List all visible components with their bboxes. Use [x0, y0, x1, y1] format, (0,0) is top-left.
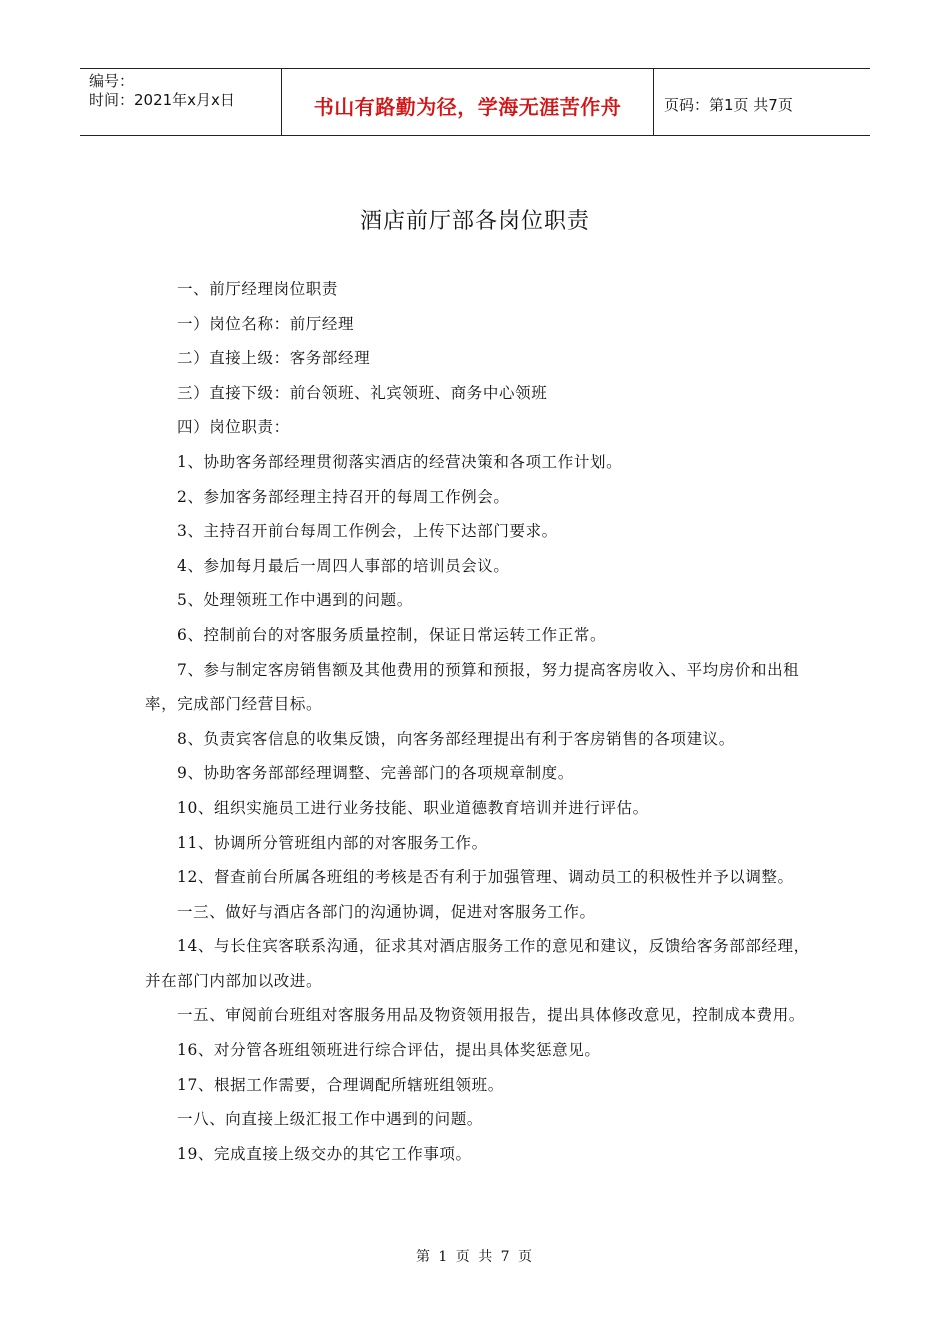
paragraph: 一、前厅经理岗位职责	[177, 280, 339, 298]
paragraph: 8、负责宾客信息的收集反馈，向客务部经理提出有利于客房销售的各项建议。	[177, 729, 735, 748]
paragraph: 3、主持召开前台每周工作例会，上传下达部门要求。	[177, 522, 558, 541]
paragraph: 6、控制前台的对客服务质量控制，保证日常运转工作正常。	[177, 625, 607, 644]
number-label: 编号：	[89, 72, 135, 90]
page-info: 页码：第1页 共7页	[664, 95, 793, 114]
paragraph: 16、对分管各班组领班进行综合评估，提出具体奖惩意见。	[177, 1041, 601, 1060]
paragraph: 14、与长住宾客联系沟通，征求其对酒店服务工作的意见和建议，反馈给客务部部经理，并在部门内部加以改进。	[145, 937, 810, 990]
paragraph: 2、参加客务部经理主持召开的每周工作例会。	[177, 487, 510, 506]
paragraph: 12、督查前台所属各班组的考核是否有利于加强管理、调动员工的积极性并予以调整。	[177, 868, 794, 887]
paragraph: 5、处理领班工作中遇到的问题。	[177, 591, 413, 610]
paragraph: 一八、向直接上级汇报工作中遇到的问题。	[177, 1110, 483, 1129]
header-page-cell	[654, 69, 870, 135]
paragraph: 一）岗位名称：前厅经理	[177, 314, 355, 333]
paragraph: 9、协助客务部部经理调整、完善部门的各项规章制度。	[177, 764, 574, 783]
header-meta-cell	[80, 69, 282, 135]
paragraph: 四）岗位职责：	[177, 418, 290, 437]
paragraph: 17、根据工作需要，合理调配所辖班组领班。	[177, 1075, 504, 1094]
header-motto-cell	[282, 69, 654, 135]
paragraph: 7、参与制定客房销售额及其他费用的预算和预报，努力提高客房收入、平均房价和出租率，完成部门经营目标。	[145, 660, 800, 714]
paragraph: 1、协助客务部经理贯彻落实酒店的经营决策和各项工作计划。	[177, 452, 623, 471]
document-body	[145, 272, 813, 1171]
paragraph: 4、参加每月最后一周四人事部的培训员会议。	[177, 556, 510, 575]
paragraph: 一五、审阅前台班组对客服务用品及物资领用报告，提出具体修改意见，控制成本费用。	[177, 1006, 805, 1025]
motto-text: 书山有路勤为径，学海无涯苦作舟	[313, 94, 622, 119]
document-header	[80, 68, 870, 136]
paragraph: 三）直接下级：前台领班、礼宾领班、商务中心领班	[177, 383, 548, 402]
date-label: 时间：2021年x月x日	[89, 91, 235, 109]
paragraph: 二）直接上级：客务部经理	[177, 349, 371, 368]
paragraph: 11、协调所分管班组内部的对客服务工作。	[177, 833, 488, 852]
paragraph: 19、完成直接上级交办的其它工作事项。	[177, 1144, 472, 1163]
page-footer: 第 1 页 共 7 页	[415, 1249, 535, 1265]
paragraph: 一三、做好与酒店各部门的沟通协调，促进对客服务工作。	[177, 902, 596, 921]
paragraph: 10、组织实施员工进行业务技能、职业道德教育培训并进行评估。	[177, 798, 649, 817]
document-title: 酒店前厅部各岗位职责	[359, 209, 590, 234]
